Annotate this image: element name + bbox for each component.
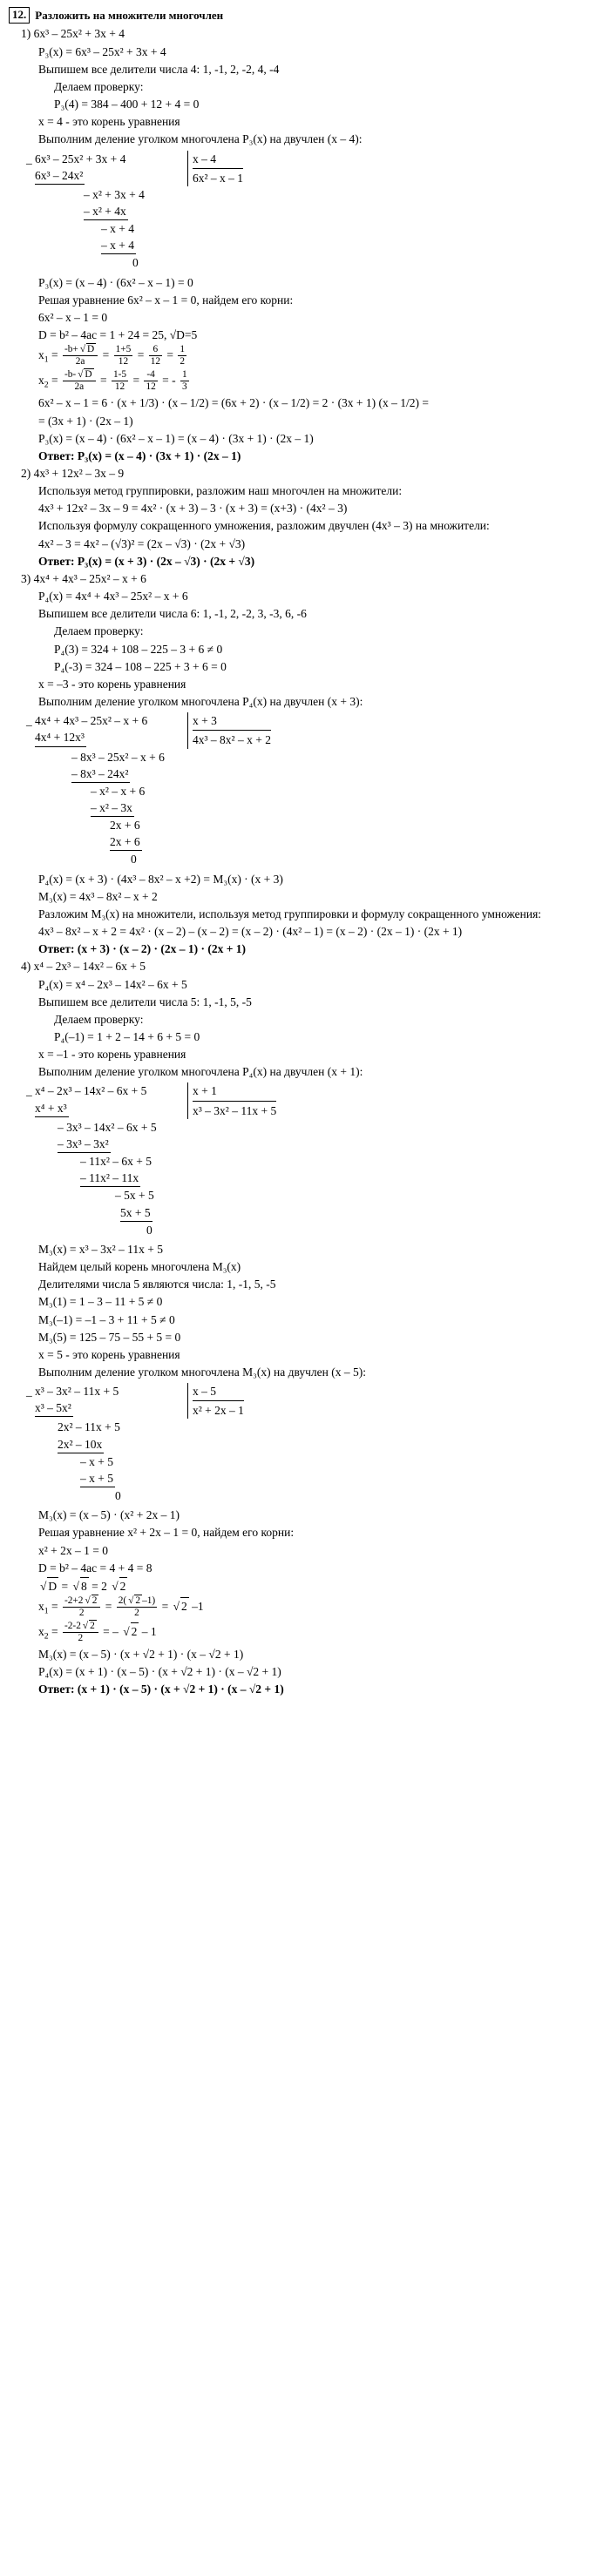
sqrt-8-icon: √ 8 — [71, 1577, 89, 1595]
x1-fraction-2: $\frac{1+5}{12}$ — [115, 343, 132, 367]
part-1-after-0: P₃(x) = (x – 4) · (6x² – x – 1) = 0 — [38, 275, 193, 289]
part-3-after-0: P₄(x) = (x + 3) · (4x³ – 8x² – x +2) = M₃(x) · (x + 3) — [38, 872, 283, 886]
division-step-1: 2x² – 11x + 5 — [58, 1420, 120, 1434]
part-3-line-4: P₄(-3) = 324 – 108 – 225 + 3 + 6 = 0 — [54, 659, 227, 673]
division-quotient: 4x³ – 8x² – x + 2 — [193, 730, 271, 748]
part-2-header — [21, 465, 600, 482]
part-1-line-4: x = 4 - это корень уравнения — [38, 115, 180, 129]
division-remainder: 0 — [115, 1489, 121, 1503]
part-3-line-6: Выполним деление уголком многочлена P₄(x) на двучлен (x + 3): — [38, 695, 363, 709]
part-4-long-division-1: _ x⁴ – 2x³ – 14x² – 6x + 5 x⁴ + x³ x + 1 x³ – 3x² – 11x + 5 – 3x³ – 14x² – 6x + 5 – 3x³ – 3x² – 11x² – 6x + 5 – 11x² – 11x – 5x + 5 5x + 5 0 — [26, 1084, 277, 1237]
x2-fraction-1: $\frac{-b- √ D}{2a}$ — [63, 368, 96, 393]
part-3-header — [21, 570, 600, 587]
part-4-line-5: Выполним деление уголком многочлена P₄(x) на двучлен (x + 1): — [38, 1065, 363, 1079]
division-step-2: – 3x³ – 3x² — [58, 1136, 111, 1153]
part-2-line-2: Используя формулу сокращенного умножения, разложим двучлен (4x³ – 3) на множители: — [38, 519, 490, 533]
division-step-4: – 11x² – 11x — [80, 1170, 140, 1187]
part-1-line-5: Выполним деление уголком многочлена P₃(x) на двучлен (x – 4): — [38, 132, 363, 146]
part-2-expression: 4x³ + 12x² – 3x – 9 — [33, 467, 125, 481]
part-4-line-0: P₄(x) = x⁴ – 2x³ – 14x² – 6x + 5 — [38, 977, 187, 991]
division-dividend: x⁴ – 2x³ – 14x² – 6x + 5 — [35, 1084, 147, 1098]
part-1-after-2: 6x² – x – 1 = 0 — [38, 310, 108, 324]
part-3-line-5: x = –3 - это корень уравнения — [38, 677, 186, 691]
division-remainder: 0 — [132, 256, 139, 270]
division-step-5: 2x + 6 — [110, 819, 140, 833]
division-step-3: – x + 5 — [80, 1454, 113, 1468]
part-4-id: 4) — [21, 960, 31, 974]
part-3-long-division: _ 4x⁴ + 4x³ – 25x² – x + 6 4x⁴ + 12x³ x + 3 4x³ – 8x² – x + 2 – 8x³ – 25x² – x + 6 – 8x³ – 24x² – x² – x + 6 – x² – 3x 2x + 6 2x + 6 0 — [26, 714, 271, 867]
part-4-expression: x⁴ – 2x³ – 14x² – 6x + 5 — [33, 960, 146, 974]
part-4-header — [21, 958, 600, 974]
division-dividend: 4x⁴ + 4x³ – 25x² – x + 6 — [35, 714, 148, 728]
division-step-0: x⁴ + x³ — [35, 1100, 69, 1117]
x1-fraction-1: $\frac{-2+2 √ 2}{2}$ — [63, 1595, 100, 1619]
part-4-root-x2: $x_2$ = $\frac{-2-2 √ 2}{2}$ = – √ 2 – 1 — [38, 1621, 157, 1644]
division-step-2: – x² + 4x — [84, 203, 128, 220]
division-divisor: x – 4 — [193, 152, 216, 165]
part-4-tail-3: D = b² – 4ac = 4 + 4 = 8 — [38, 1561, 152, 1575]
x2-label: $x_2$ = — [38, 1625, 61, 1642]
part-4-tail-1: Решая уравнение x² + 2x – 1 = 0, найдем его корни: — [38, 1526, 295, 1540]
x1-fraction-1: $\frac{-b+ √ D}{2a}$ — [63, 343, 98, 368]
part-1-id: 1) — [21, 27, 31, 41]
part-3-after-3: 4x³ – 8x² – x + 2 = 4x² · (x – 2) – (x – 2) = (x – 2) · (4x² – 1) = (x – 2) · (2x – 1) · (2x + 1) — [38, 925, 463, 939]
part-1-after-6: 6x² – x – 1 = 6 · (x + 1/3) · (x – 1/2) = (6x + 2) · (x – 1/2) = 2 · (3x + 1) (x – 1/2) = — [38, 396, 430, 410]
division-step-4: – x + 5 — [80, 1470, 115, 1487]
division-step-2: 2x² – 10x — [58, 1436, 104, 1453]
part-3-line-1: Выпишем все делители числа 6: 1, -1, 2, -2, 3, -3, 6, -6 — [38, 607, 307, 621]
division-step-5: – 5x + 5 — [115, 1189, 154, 1203]
division-divisor: x – 5 — [193, 1385, 216, 1399]
part-3-line-2: Делаем проверку: — [54, 624, 144, 638]
part-3-line-3: P₄(3) = 324 + 108 – 225 – 3 + 6 ≠ 0 — [54, 642, 223, 656]
division-step-6: 5x + 5 — [120, 1204, 152, 1222]
part-1-root-x1: $x_1$ = $\frac{-b+ √ D}{2a}$ = $\frac{1+5}{12}$ = $\frac{6}{12}$ = $\frac{1}{2}$ — [38, 343, 186, 368]
part-4-answer: Ответ: (x + 1) · (x – 5) · (x + √2 + 1) · (x – √2 + 1) — [38, 1682, 284, 1696]
task-header — [9, 7, 600, 24]
part-4-after-3: M₃(1) = 1 – 3 – 11 + 5 ≠ 0 — [38, 1295, 163, 1309]
division-divisor: x + 3 — [193, 714, 217, 728]
part-1-root-x2: $x_2$ = $\frac{-b- √ D}{2a}$ = $\frac{1-5}{12}$ = $\frac{-4}{12}$ = - $\frac{1}{3}$ — [38, 368, 187, 393]
division-step-3: – 11x² – 6x + 5 — [80, 1155, 152, 1169]
division-dividend: 6x³ – 25x² + 3x + 4 — [35, 152, 126, 165]
part-4-after-1: Найдем целый корень многочлена M₃(x) — [38, 1260, 241, 1274]
part-1-after-8: P₃(x) = (x – 4) · (6x² – x – 1) = (x – 4) · (3x + 1) · (2x – 1) — [38, 431, 314, 445]
part-3-answer: Ответ: (x + 3) · (x – 2) · (2x – 1) · (2x + 1) — [38, 942, 247, 956]
x1-label: $x_1$ = — [38, 348, 61, 366]
part-4-root-x1: $x_1$ = $\frac{-2+2 √ 2}{2}$ = $\frac{2( √ 2 -1)}{2}$ = √ 2 –1 — [38, 1595, 204, 1619]
part-4-long-division-2: _ x³ – 3x² – 11x + 5 x³ – 5x² x – 5 x² + 2x – 1 2x² – 11x + 5 2x² – 10x – x + 5 – x + 5 0 — [26, 1385, 244, 1503]
part-4-after-5: M₃(5) = 125 – 75 – 55 + 5 = 0 — [38, 1330, 181, 1344]
part-4-tail-0: M₃(x) = (x – 5) · (x² + 2x – 1) — [38, 1508, 180, 1522]
part-1-after-1: Решая уравнение 6x² – x – 1 = 0, найдем его корни: — [38, 293, 294, 307]
division-step-1: – x² + 3x + 4 — [84, 187, 145, 201]
part-1-line-1: Выпишем все делители числа 4: 1, -1, 2, -2, 4, -4 — [38, 62, 280, 76]
part-2-answer: Ответ: P₃(x) = (x + 3) · (2x – √3) · (2x + √3) — [38, 554, 255, 568]
task-number: 12. — [9, 7, 30, 24]
division-step-0: 4x⁴ + 12x³ — [35, 729, 86, 746]
division-step-4: – x + 4 — [101, 237, 136, 254]
part-1-line-3: P₃(4) = 384 – 400 + 12 + 4 = 0 — [54, 98, 200, 111]
part-2-line-3: 4x² – 3 = 4x² – (√3)² = (2x – √3) · (2x + √3) — [38, 536, 246, 550]
x2-fraction-2: $\frac{1-5}{12}$ — [112, 368, 127, 392]
part-2-id: 2) — [21, 467, 31, 481]
part-1-long-division: _ 6x³ – 25x² + 3x + 4 6x³ – 24x² x – 4 6x² – x – 1 – x² + 3x + 4 – x² + 4x – x + 4 – x + 4 0 — [26, 152, 244, 270]
division-remainder: 0 — [131, 853, 137, 867]
part-3-expression: 4x⁴ + 4x³ – 25x² – x + 6 — [33, 571, 146, 585]
division-quotient: x³ – 3x² – 11x + 5 — [193, 1101, 276, 1119]
part-4-line-3: P₄(–1) = 1 + 2 – 14 + 6 + 5 = 0 — [54, 1030, 200, 1044]
part-4-sqrt-d: √ D = √ 8 = 2 √ 2 — [38, 1577, 600, 1595]
part-3-id: 3) — [21, 571, 31, 585]
division-step-4: – x² – 3x — [91, 799, 134, 817]
part-4-after-7: Выполним деление уголком многочлена M₃(x) на двучлен (x – 5): — [38, 1365, 366, 1379]
part-2-line-1: 4x³ + 12x² – 3x – 9 = 4x² · (x + 3) – 3 · (x + 3) = (x+3) · (4x² – 3) — [38, 502, 348, 516]
division-step-1: – 8x³ – 25x² – x + 6 — [71, 750, 165, 764]
part-4-after-2: Делителями числа 5 являются числа: 1, -1, 5, -5 — [38, 1278, 276, 1291]
part-4-line-1: Выпишем все делители числа 5: 1, -1, 5, -5 — [38, 995, 252, 1008]
part-3-after-1: M₃(x) = 4x³ – 8x² – x + 2 — [38, 889, 158, 903]
part-1-expression: 6x³ – 25x² + 3x + 4 — [33, 27, 125, 41]
part-4-after-0: M₃(x) = x³ – 3x² – 11x + 5 — [38, 1242, 164, 1256]
part-4-tail-8: P₄(x) = (x + 1) · (x – 5) · (x + √2 + 1) · (x – √2 + 1) — [38, 1665, 281, 1679]
division-dividend: x³ – 3x² – 11x + 5 — [35, 1385, 119, 1399]
x1-fraction-3: $\frac{6}{12}$ — [150, 343, 161, 367]
sqrt-d-icon: √ D — [38, 1577, 58, 1595]
division-step-0: x³ – 5x² — [35, 1399, 73, 1417]
x1-label: $x_1$ = — [38, 1600, 61, 1616]
division-remainder: 0 — [146, 1223, 152, 1237]
part-1-after-7: = (3x + 1) · (2x – 1) — [38, 414, 133, 428]
part-2-line-0: Используя метод группировки, разложим наш многочлен на множители: — [38, 484, 403, 498]
division-divisor: x + 1 — [193, 1084, 217, 1098]
sqrt-2-icon: √ 2 — [172, 1597, 189, 1615]
sqrt-2-icon: √ 2 — [110, 1577, 127, 1595]
division-step-6: 2x + 6 — [110, 833, 142, 851]
x1-fraction-4: $\frac{1}{2}$ — [180, 343, 186, 367]
part-1-line-2: Делаем проверку: — [54, 79, 144, 93]
x2-label: $x_2$ = — [38, 374, 61, 391]
x1-fraction-2: $\frac{2( √ 2 -1)}{2}$ — [118, 1595, 156, 1619]
part-3-line-0: P₄(x) = 4x⁴ + 4x³ – 25x² – x + 6 — [38, 590, 188, 604]
x2-fraction-4: $\frac{1}{3}$ — [182, 368, 187, 392]
part-1-after-3: D = b² – 4ac = 1 + 24 = 25, √D=5 — [38, 328, 198, 342]
division-step-3: – x + 4 — [101, 222, 134, 236]
part-4-after-6: x = 5 - это корень уравнения — [38, 1347, 180, 1361]
division-step-1: – 3x³ – 14x² – 6x + 5 — [58, 1120, 157, 1134]
part-1-line-0: P₃(x) = 6x³ – 25x² + 3x + 4 — [38, 44, 166, 58]
division-quotient: x² + 2x – 1 — [193, 1400, 244, 1419]
part-1-answer: Ответ: P₃(x) = (x – 4) · (3x + 1) · (2x – 1) — [38, 448, 241, 462]
part-3-after-2: Разложим M₃(x) на множители, используя метод группировки и формулу сокращенного умножения: — [38, 907, 542, 920]
x2-fraction-3: $\frac{-4}{12}$ — [146, 368, 156, 392]
division-step-0: 6x³ – 24x² — [35, 167, 85, 185]
part-4-line-2: Делаем проверку: — [54, 1012, 144, 1026]
division-step-3: – x² – x + 6 — [91, 784, 146, 798]
part-4-tail-7: M₃(x) = (x – 5) · (x + √2 + 1) · (x – √2 + 1) — [38, 1648, 244, 1662]
part-4-tail-2: x² + 2x – 1 = 0 — [38, 1543, 109, 1557]
part-4-after-4: M₃(–1) = –1 – 3 + 11 + 5 ≠ 0 — [38, 1312, 175, 1326]
x2-fraction-1: $\frac{-2-2 √ 2}{2}$ — [63, 1620, 98, 1644]
task-title: Разложить на множители многочлен — [35, 9, 224, 22]
part-4-line-4: x = –1 - это корень уравнения — [38, 1048, 186, 1062]
part-1-header — [21, 25, 600, 42]
division-quotient: 6x² – x – 1 — [193, 168, 243, 186]
division-step-2: – 8x³ – 24x² — [71, 765, 130, 783]
sqrt-2-icon: √ 2 — [121, 1622, 139, 1640]
